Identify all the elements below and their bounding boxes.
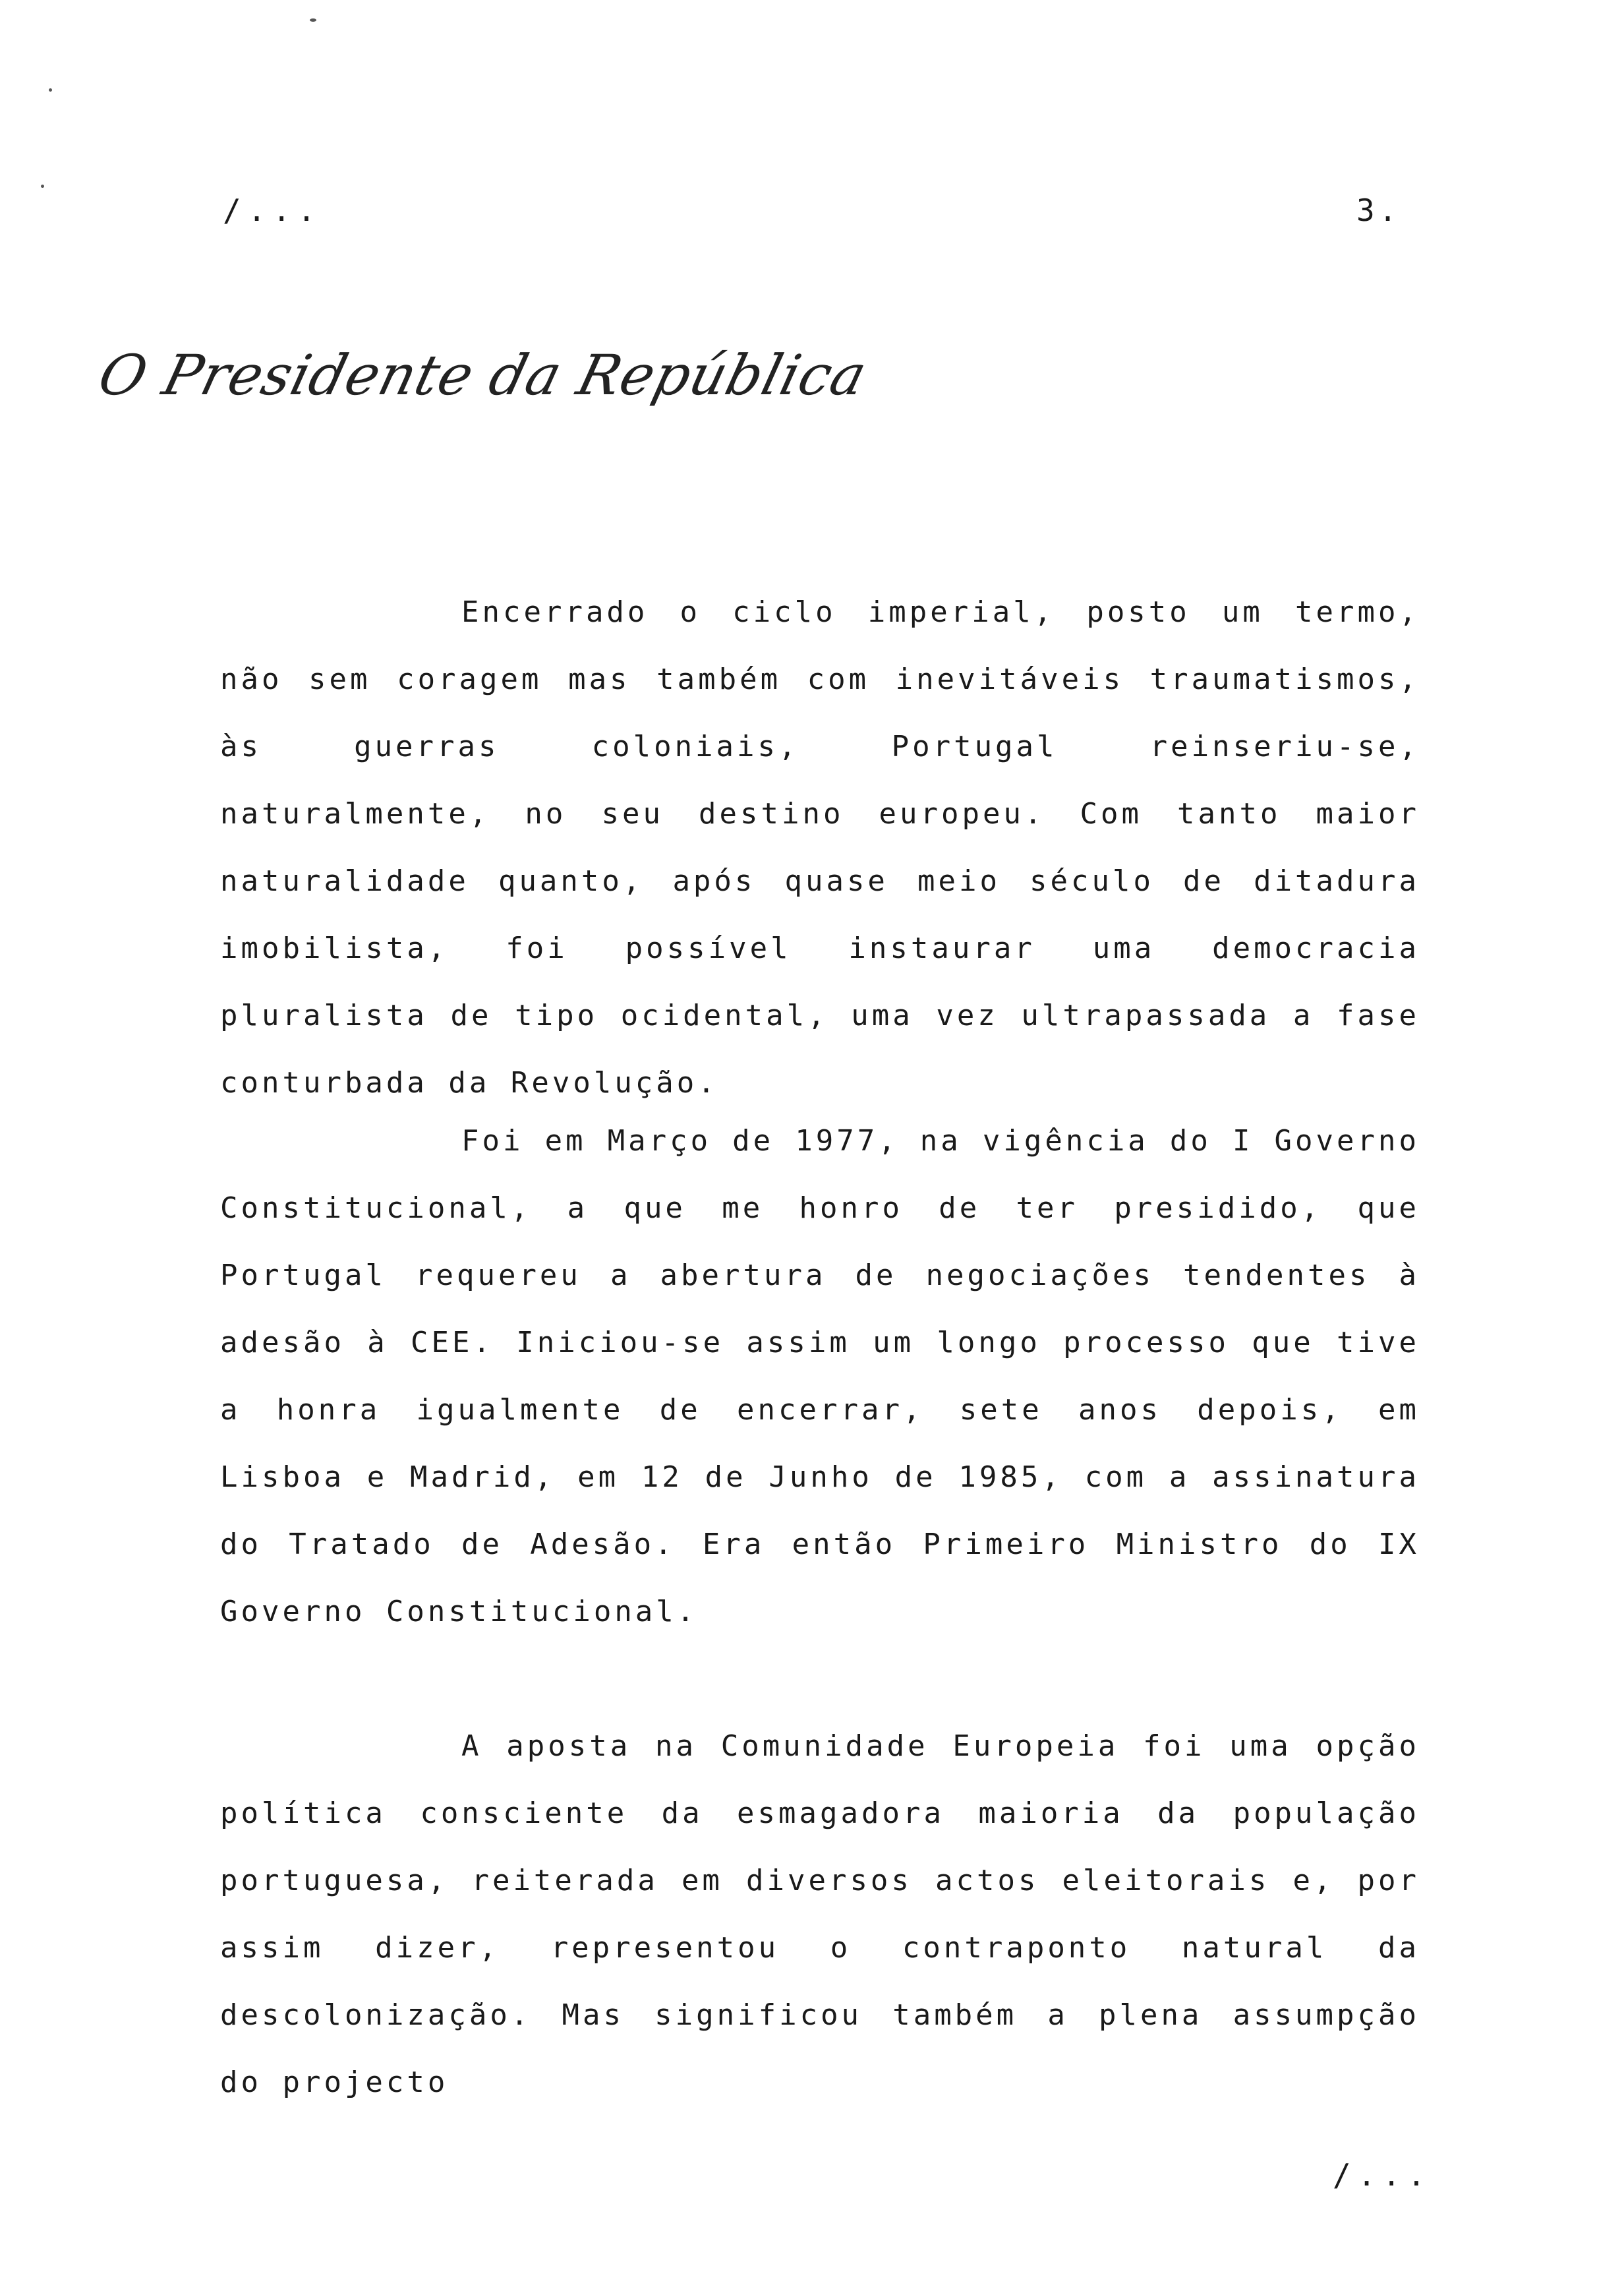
scan-speck [310, 18, 316, 22]
paragraph-1 [220, 579, 1420, 1117]
continuation-mark-top: /... [223, 193, 322, 228]
paragraph-2 [220, 1108, 1420, 1646]
paragraph-text: Foi em Março de 1977, na vigência do I Governo Constitucional, a que me honro de ter presidido, que Portugal requereu a abertura de negociações tendentes à adesão à CEE. Iniciou-se assim um longo processo que tive a honra igualmente de encerrar, sete anos depois, em Lisboa e Madrid, em 12 de Junho de 1985, com a assinatura do Tratado de Adesão. Era então Primeiro Ministro do IX Governo Constitucional. [220, 1124, 1420, 1628]
page-number: 3. [1356, 193, 1401, 228]
letterhead-title: O Presidente da República [92, 343, 874, 407]
scan-speck [49, 88, 52, 92]
continuation-mark-bottom: /... [1333, 2157, 1432, 2193]
paragraph-3 [220, 1713, 1420, 2116]
scan-speck [41, 185, 44, 188]
paragraph-text: A aposta na Comunidade Europeia foi uma opção política consciente da esmagadora maioria da população portuguesa, reiterada em diversos actos eleitorais e, por assim dizer, representou o contraponto natural da descolonização. Mas significou também a plena assumpção do projecto [220, 1729, 1420, 2099]
paragraph-text: Encerrado o ciclo imperial, posto um termo, não sem coragem mas também com inevitáveis traumatismos, às guerras coloniais, Portugal reinseriu-se, naturalmente, no seu destino europeu. Com tanto maior naturalidade quanto, após quase meio século de ditadura imobilista, foi possível instaurar uma democracia pluralista de tipo ocidental, uma vez ultrapassada a fase conturbada da Revolução. [220, 595, 1420, 1100]
